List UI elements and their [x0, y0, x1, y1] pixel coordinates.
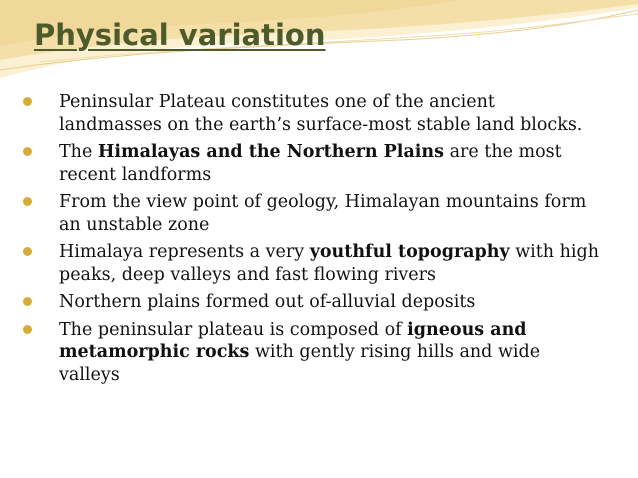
bullet-item — [0, 91, 600, 136]
bullet-item — [0, 291, 600, 314]
bullet-dot-icon — [23, 197, 32, 206]
bullet-dot-icon — [23, 247, 32, 256]
bullet-dot-icon — [23, 297, 32, 306]
slide-title: Physical variation — [34, 18, 326, 52]
bullet-item — [0, 241, 600, 286]
bullet-text: are the most recent landforms — [59, 142, 562, 185]
bullet-item — [0, 141, 600, 186]
bullet-dot-icon — [23, 325, 32, 334]
bullet-dot-icon — [23, 147, 32, 156]
bullet-text-bold: Himalayas and the Northern Plains — [97, 142, 445, 162]
bullet-text: with high peaks, deep valleys and fast flowing rivers — [59, 242, 599, 285]
bullet-item — [0, 191, 600, 236]
bullet-text: Northern plains formed out of-alluvial deposits — [59, 292, 476, 312]
bullet-text: Himalaya represents a very — [59, 242, 310, 262]
bullet-list — [0, 91, 600, 391]
bullet-dot-icon — [23, 97, 32, 106]
bullet-text-bold: igneous and metamorphic rocks — [59, 319, 527, 362]
bullet-item — [0, 319, 600, 387]
bullet-text: From the view point of geology, Himalayan mountains form an unstable zone — [59, 192, 587, 235]
bullet-text-bold: youthful topography — [309, 242, 510, 262]
bullet-text: The — [59, 142, 98, 162]
bullet-text: with gently rising hills and wide valleys — [59, 342, 541, 385]
bullet-text: Peninsular Plateau constitutes one of the ancient landmasses on the earth’s surface-most stable land blocks. — [59, 92, 583, 135]
bullet-text: The peninsular plateau is composed of — [59, 319, 408, 340]
